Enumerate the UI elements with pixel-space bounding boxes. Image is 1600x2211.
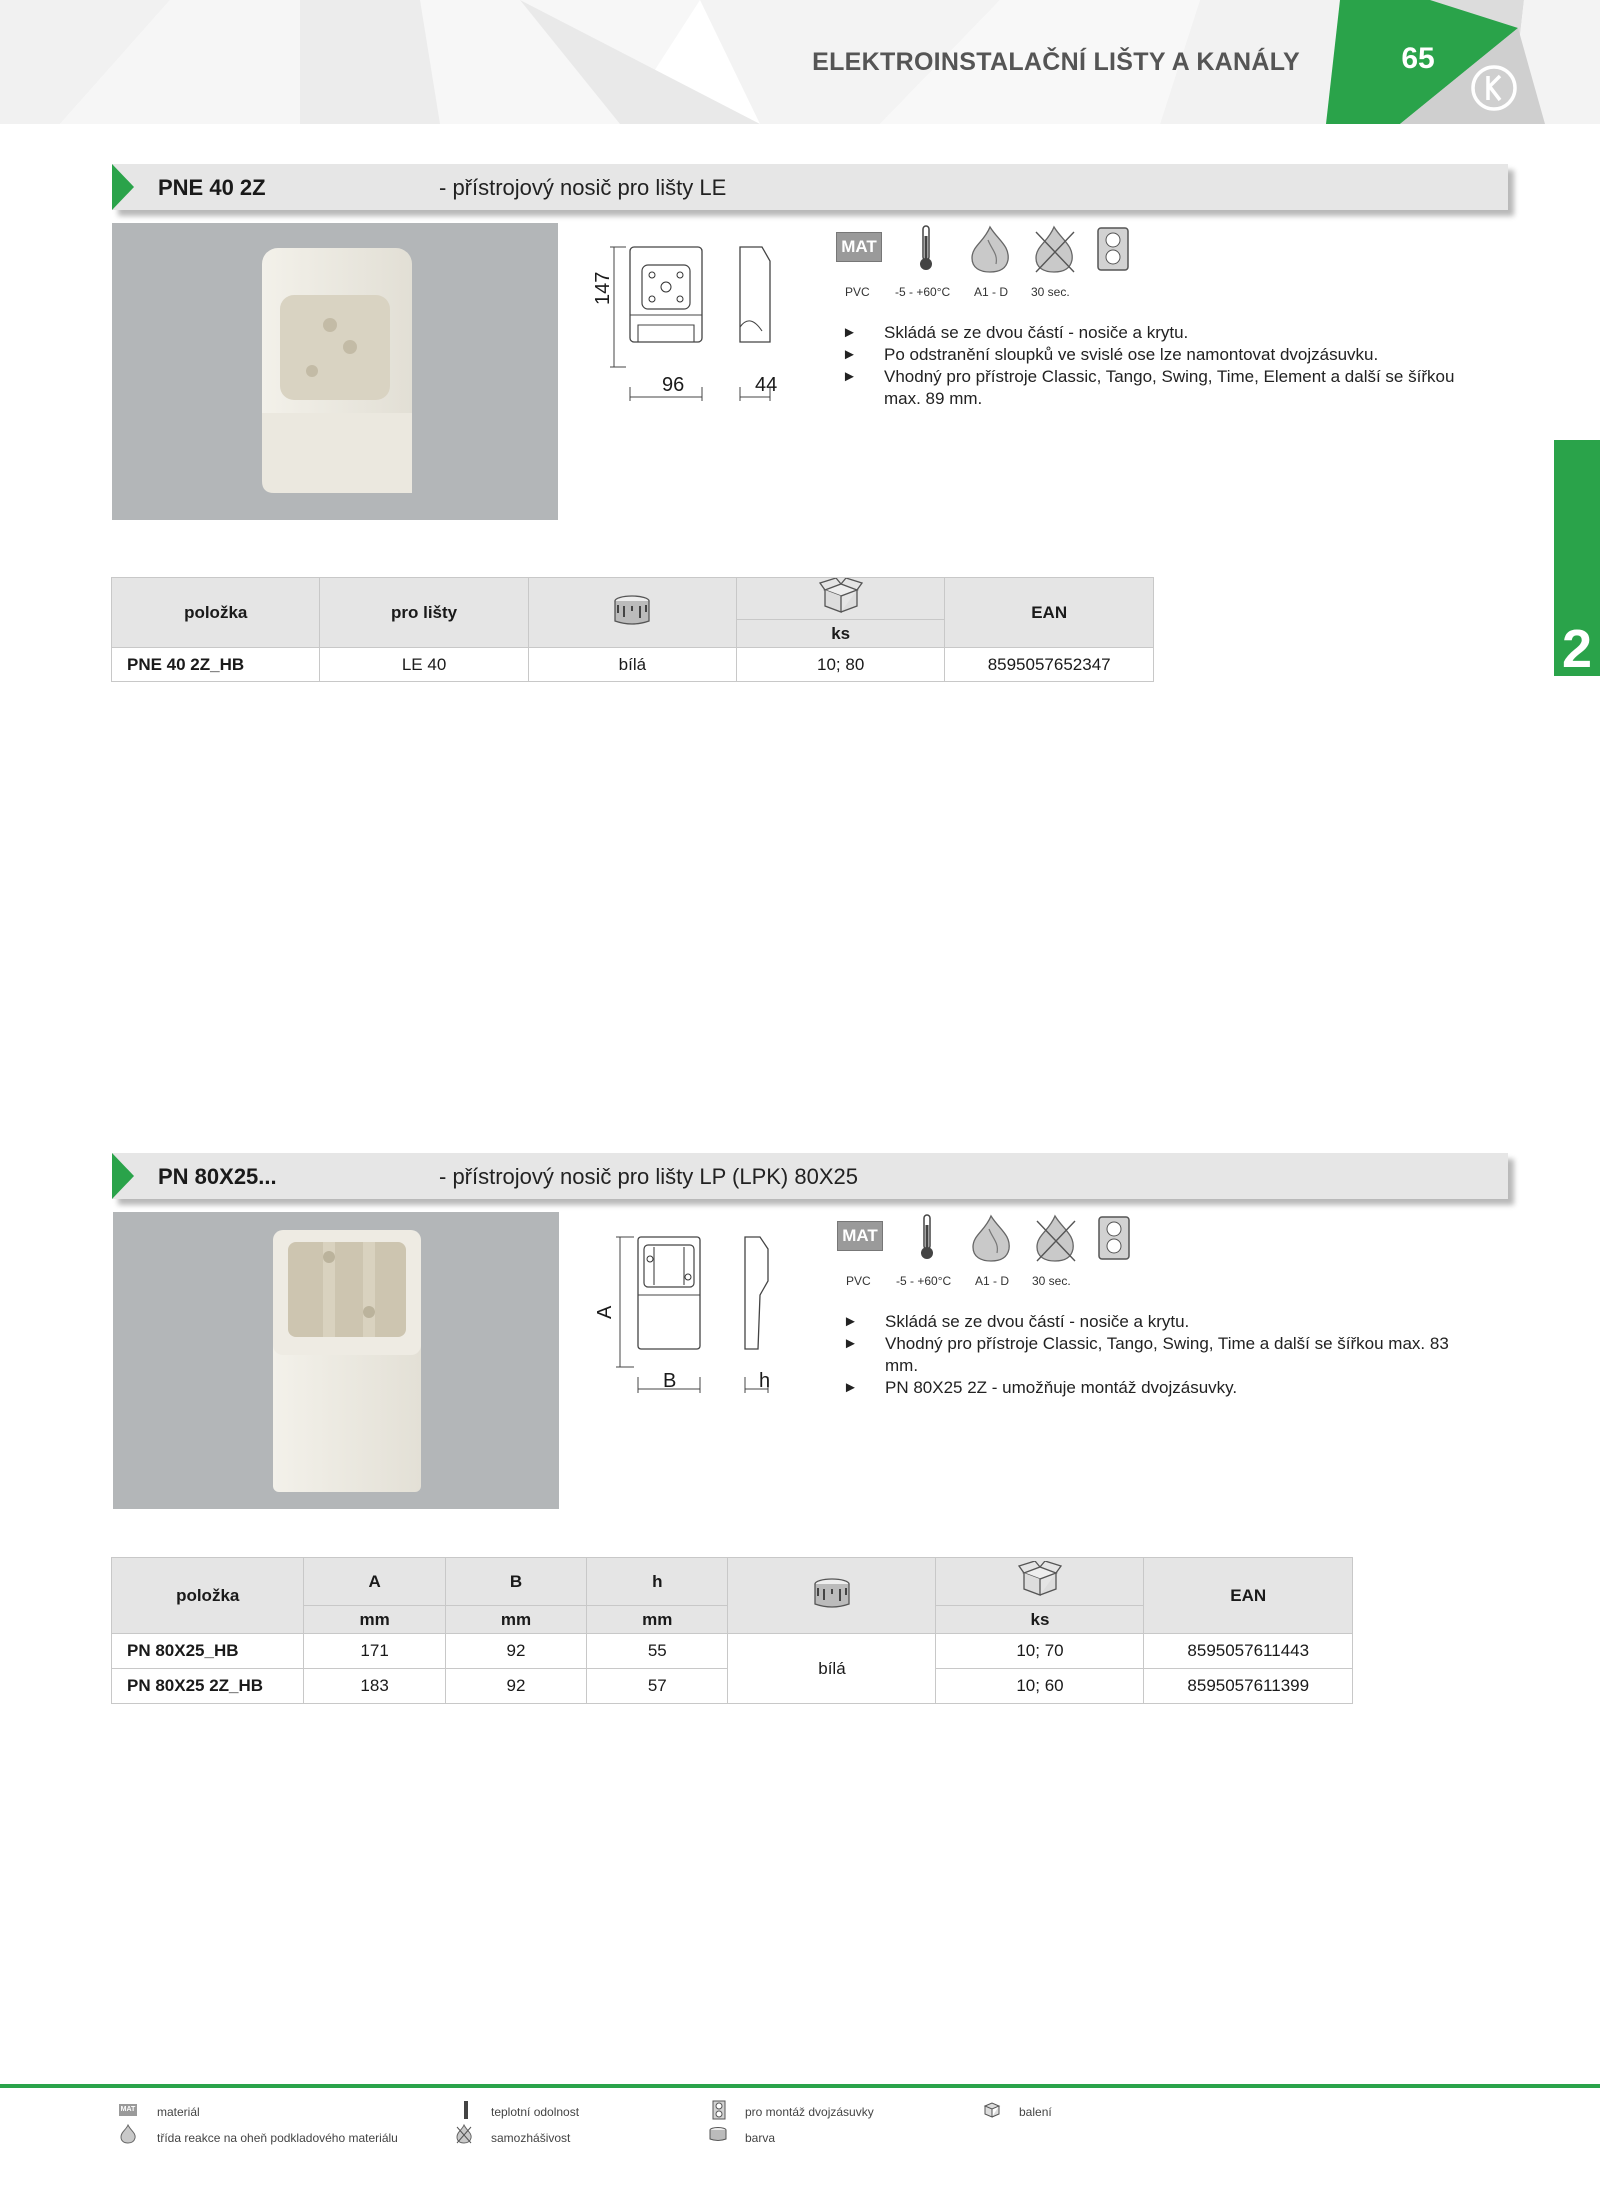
device-carrier-image	[113, 1212, 559, 1509]
double-socket-icon	[1097, 1215, 1131, 1261]
header-geometric-pattern	[0, 0, 1600, 124]
col-b-header: B	[445, 1558, 586, 1606]
product1-photo	[112, 223, 558, 520]
page-number: 65	[1401, 42, 1435, 75]
chapter-number: 2	[1561, 619, 1593, 679]
cell-b: 92	[445, 1669, 586, 1704]
material-label: PVC	[845, 285, 870, 299]
device-carrier-image	[112, 223, 558, 520]
feature-item: ► PN 80X25 2Z - umožňuje montáž dvojzásuvky.	[843, 1377, 1453, 1399]
col-ks-header: ks	[737, 620, 945, 648]
section-arrow-icon	[112, 164, 134, 210]
product1-title-bar	[112, 164, 1508, 210]
cell-rails: LE 40	[320, 648, 528, 682]
temperature-label: -5 - +60°C	[896, 1274, 952, 1288]
flame-icon	[968, 224, 1014, 274]
thermometer-icon	[919, 1213, 935, 1261]
cell-item: PNE 40 2Z_HB	[112, 648, 320, 682]
col-color-header	[528, 578, 736, 648]
col-package-header	[737, 578, 945, 620]
material-label: PVC	[846, 1274, 871, 1288]
cell-color: bílá	[728, 1634, 936, 1704]
cell-ks: 10; 70	[936, 1634, 1144, 1669]
feature-item: ► Vhodný pro přístroje Classic, Tango, Swing, Time a další se šířkou max. 83 mm.	[843, 1333, 1453, 1377]
cell-h: 57	[587, 1669, 728, 1704]
product2-code: PN 80X25...	[158, 1164, 277, 1189]
product1-description: - přístrojový nosič pro lišty LE	[439, 175, 727, 200]
legend-double-socket: pro montáž dvojzásuvky	[745, 2105, 874, 2119]
dim-height-label: 147	[592, 271, 614, 305]
col-b-unit: mm	[445, 1606, 586, 1634]
package-box-icon	[819, 578, 863, 614]
material-icon: MAT	[837, 1221, 883, 1251]
cell-item: PN 80X25_HB	[112, 1634, 304, 1669]
cell-ks: 10; 80	[737, 648, 945, 682]
feature-item: ► Vhodný pro přístroje Classic, Tango, Swing, Time, Element a další se šířkou max. 89 mm.	[842, 366, 1482, 410]
brand-logo-icon	[1470, 64, 1518, 112]
section-arrow-icon	[112, 1153, 134, 1199]
legend-color: barva	[745, 2131, 776, 2145]
legend-temperature: teplotní odolnost	[491, 2105, 580, 2119]
feature-item: ► Skládá se ze dvou částí - nosiče a krytu.	[843, 1311, 1453, 1333]
col-h-unit: mm	[587, 1606, 728, 1634]
feature-item: ► Skládá se ze dvou částí - nosiče a krytu.	[842, 322, 1482, 344]
dim-depth-label: 44	[755, 374, 778, 396]
fire-class-label: A1 - D	[974, 285, 1009, 299]
product1-table	[111, 577, 1154, 682]
self-ext-label: 30 sec.	[1031, 285, 1070, 299]
legend-material: materiál	[157, 2105, 200, 2119]
cell-ks: 10; 60	[936, 1669, 1144, 1704]
cell-ean: 8595057652347	[945, 648, 1154, 682]
thermometer-icon	[918, 224, 934, 272]
header-title: ELEKTROINSTALAČNÍ LIŠTY A KANÁLY	[812, 48, 1300, 76]
col-package-header	[936, 1558, 1144, 1606]
header-background	[0, 0, 1600, 124]
col-color-header	[728, 1558, 936, 1634]
product2-description: - přístrojový nosič pro lišty LP (LPK) 80X25	[439, 1164, 858, 1189]
legend-package-icon	[982, 2100, 1002, 2118]
cell-a: 183	[304, 1669, 445, 1704]
col-item-header: položka	[112, 1558, 304, 1634]
legend-fire-class: třída reakce na oheň podkladového materiálu	[157, 2131, 398, 2145]
dim-width-label: 96	[662, 374, 685, 396]
product1-code: PNE 40 2Z	[158, 175, 266, 200]
table-row	[112, 648, 1154, 682]
self-extinguishing-icon	[1032, 224, 1078, 274]
cell-a: 171	[304, 1634, 445, 1669]
legend-material-icon: MAT	[119, 2104, 137, 2116]
double-socket-icon	[1096, 226, 1130, 272]
col-h-header: h	[587, 1558, 728, 1606]
dim-height-label: A	[594, 1305, 616, 1319]
product2-title-bar	[112, 1153, 1508, 1199]
legend-thermometer-icon	[462, 2100, 470, 2120]
legend-self-ext: samozhášivost	[491, 2131, 571, 2145]
cell-color: bílá	[528, 648, 736, 682]
cell-item: PN 80X25 2Z_HB	[112, 1669, 304, 1704]
col-ean-header: EAN	[945, 578, 1154, 648]
legend-double-socket-icon	[712, 2100, 726, 2120]
cell-ean: 8595057611399	[1144, 1669, 1353, 1704]
col-a-unit: mm	[304, 1606, 445, 1634]
legend-paint-can-icon	[708, 2126, 728, 2142]
product2-table	[111, 1557, 1353, 1704]
fire-class-label: A1 - D	[975, 1274, 1010, 1288]
paint-can-icon	[812, 1576, 852, 1610]
flame-icon	[969, 1213, 1015, 1263]
cell-h: 55	[587, 1634, 728, 1669]
product2-photo	[113, 1212, 559, 1509]
dim-depth-label: h	[759, 1370, 771, 1392]
material-icon: MAT	[836, 232, 882, 262]
col-a-header: A	[304, 1558, 445, 1606]
col-item-header: položka	[112, 578, 320, 648]
paint-can-icon	[612, 593, 652, 627]
legend-packaging: balení	[1019, 2105, 1052, 2119]
legend-flame-icon	[119, 2124, 137, 2144]
footer-divider	[0, 2084, 1600, 2088]
table-row	[112, 1634, 1353, 1669]
cell-ean: 8595057611443	[1144, 1634, 1353, 1669]
col-ean-header: EAN	[1144, 1558, 1353, 1634]
col-rails-header: pro lišty	[320, 578, 528, 648]
package-box-icon	[1018, 1561, 1062, 1597]
self-ext-label: 30 sec.	[1032, 1274, 1071, 1288]
product2-features	[843, 1311, 1453, 1399]
legend-self-ext-icon	[455, 2124, 473, 2144]
product1-features	[842, 322, 1482, 410]
temperature-label: -5 - +60°C	[895, 285, 951, 299]
dim-width-label: B	[663, 1370, 677, 1392]
cell-b: 92	[445, 1634, 586, 1669]
feature-item: ► Po odstranění sloupků ve svislé ose lze namontovat dvojzásuvku.	[842, 344, 1482, 366]
col-ks-header: ks	[936, 1606, 1144, 1634]
self-extinguishing-icon	[1033, 1213, 1079, 1263]
